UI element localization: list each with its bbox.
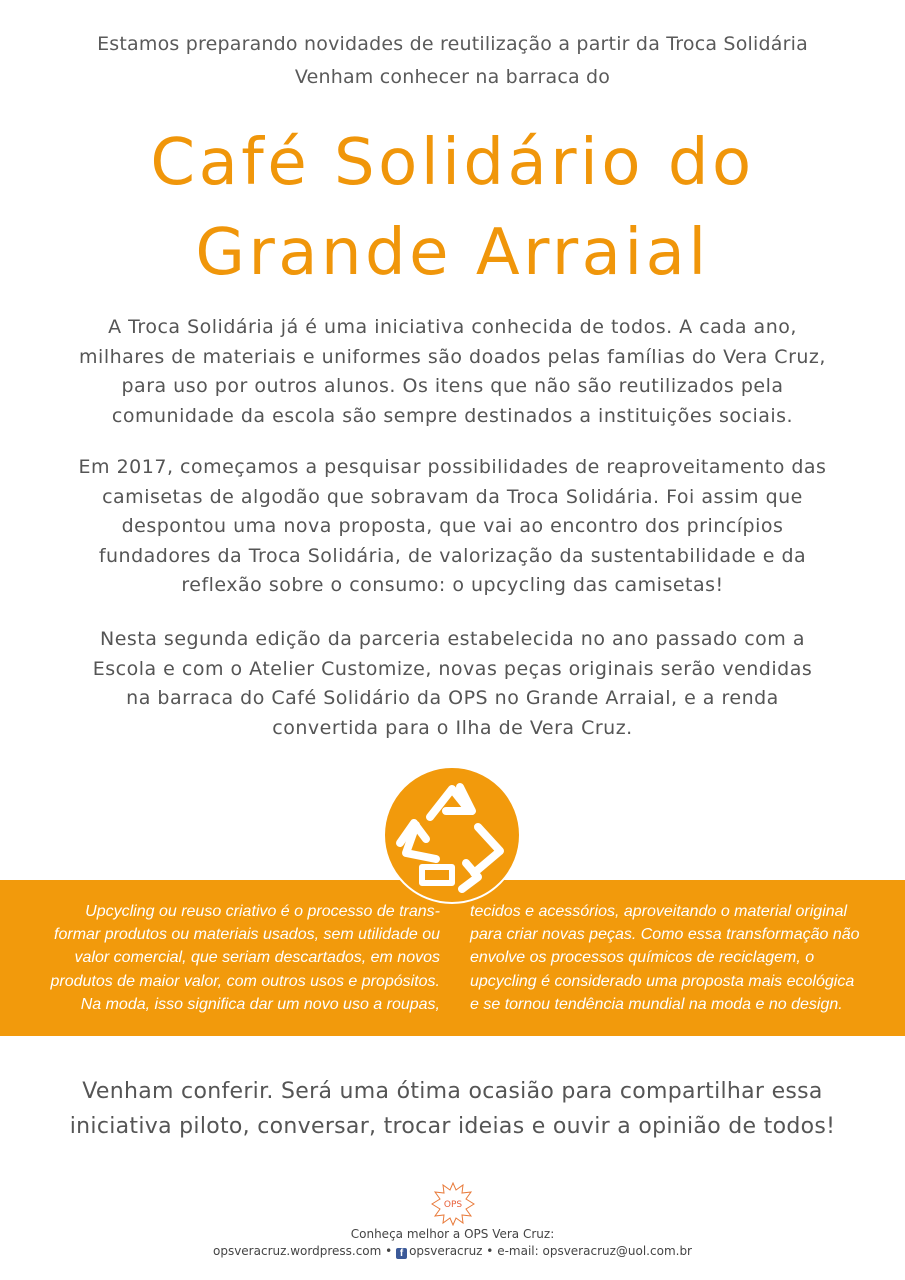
event-title	[0, 118, 905, 298]
text-line: milhares de materiais e uniformes são doados pelas famílias do Vera Cruz,	[79, 345, 826, 368]
footer-facebook-link[interactable]: opsveracruz •	[409, 1244, 494, 1258]
text-line: Em 2017, começamos a pesquisar possibilidades de reaproveitamento das	[78, 456, 827, 478]
band-line: valor comercial, que seriam descartados, em novos	[74, 949, 440, 967]
band-line: tecidos e acessórios, aproveitando o material original	[470, 903, 848, 920]
ops-logo-text: OPS	[443, 1200, 463, 1210]
text-line: A Troca Solidária já é uma iniciativa conhecida de todos. A cada ano,	[108, 316, 797, 338]
facebook-icon: f	[396, 1248, 407, 1259]
text-line: fundadores da Troca Solidária, de valorização da sustentabilidade e da	[98, 544, 807, 567]
intro-line-1: Estamos preparando novidades de reutilização a partir da Troca Solidária	[97, 33, 808, 55]
closing-line-2: iniciativa piloto, conversar, trocar ideias e ouvir a opinião de todos!	[69, 1114, 836, 1139]
text-line: na barraca do Café Solidário da OPS no Grande Arraial, e a renda	[126, 687, 779, 709]
band-line: e se tornou tendência mundial na moda e no design.	[470, 995, 843, 1013]
closing-text	[0, 1074, 905, 1144]
title-line-1: Café Solidário do	[150, 126, 755, 200]
text-line: despontou uma nova proposta, que vai ao encontro dos princípios	[121, 515, 784, 537]
text-line: Nesta segunda edição da parceria estabelecida no ano passado com a	[100, 628, 805, 650]
band-line: envolve os processos químicos de reciclagem, o	[470, 949, 815, 967]
band-line: para criar novas peças. Como essa transformação não	[470, 926, 860, 944]
band-line: upcycling é considerado uma proposta mais ecológica	[470, 972, 855, 990]
text-line: camisetas de algodão que sobravam da Troca Solidária. Foi assim que	[102, 485, 803, 508]
title-line-2: Grande Arraial	[195, 216, 710, 290]
paragraph-2017	[0, 453, 905, 601]
footer-email-link[interactable]: e-mail: opsveracruz@uol.com.br	[497, 1244, 692, 1258]
closing-line-1: Venham conferir. Será uma ótima ocasião para compartilhar essa	[82, 1079, 823, 1104]
text-line: reflexão sobre o consumo: o upcycling das camisetas!	[181, 574, 724, 596]
band-column-right	[470, 900, 870, 1016]
intro-text	[0, 28, 905, 94]
band-column-left	[40, 900, 440, 1016]
paragraph-troca-solidaria	[0, 313, 905, 431]
intro-line-2: Venham conhecer na barraca do	[294, 66, 611, 88]
band-line: Na moda, isso significa dar um novo uso a roupas,	[80, 995, 440, 1013]
band-line: Upcycling ou reuso criativo é o processo de trans-	[85, 903, 440, 920]
text-line: comunidade da escola são sempre destinados a instituições sociais.	[111, 404, 794, 427]
footer	[0, 1226, 905, 1260]
footer-contacts	[0, 1243, 905, 1260]
text-line: convertida para o Ilha de Vera Cruz.	[272, 716, 633, 739]
footer-website-link[interactable]: opsveracruz.wordpress.com •	[212, 1244, 393, 1258]
footer-line-1: Conheça melhor a OPS Vera Cruz:	[350, 1227, 555, 1241]
band-line: formar produtos ou materiais usados, sem utilidade ou	[54, 926, 440, 944]
ops-logo-icon	[431, 1182, 475, 1226]
text-line: para uso por outros alunos. Os itens que não são reutilizados pela	[121, 375, 784, 397]
paragraph-segunda-edicao	[0, 625, 905, 743]
text-line: Escola e com o Atelier Customize, novas peças originais serão vendidas	[92, 657, 813, 680]
band-line: produtos de maior valor, com outros usos e propósitos.	[50, 972, 440, 990]
recycle-icon	[382, 765, 522, 905]
